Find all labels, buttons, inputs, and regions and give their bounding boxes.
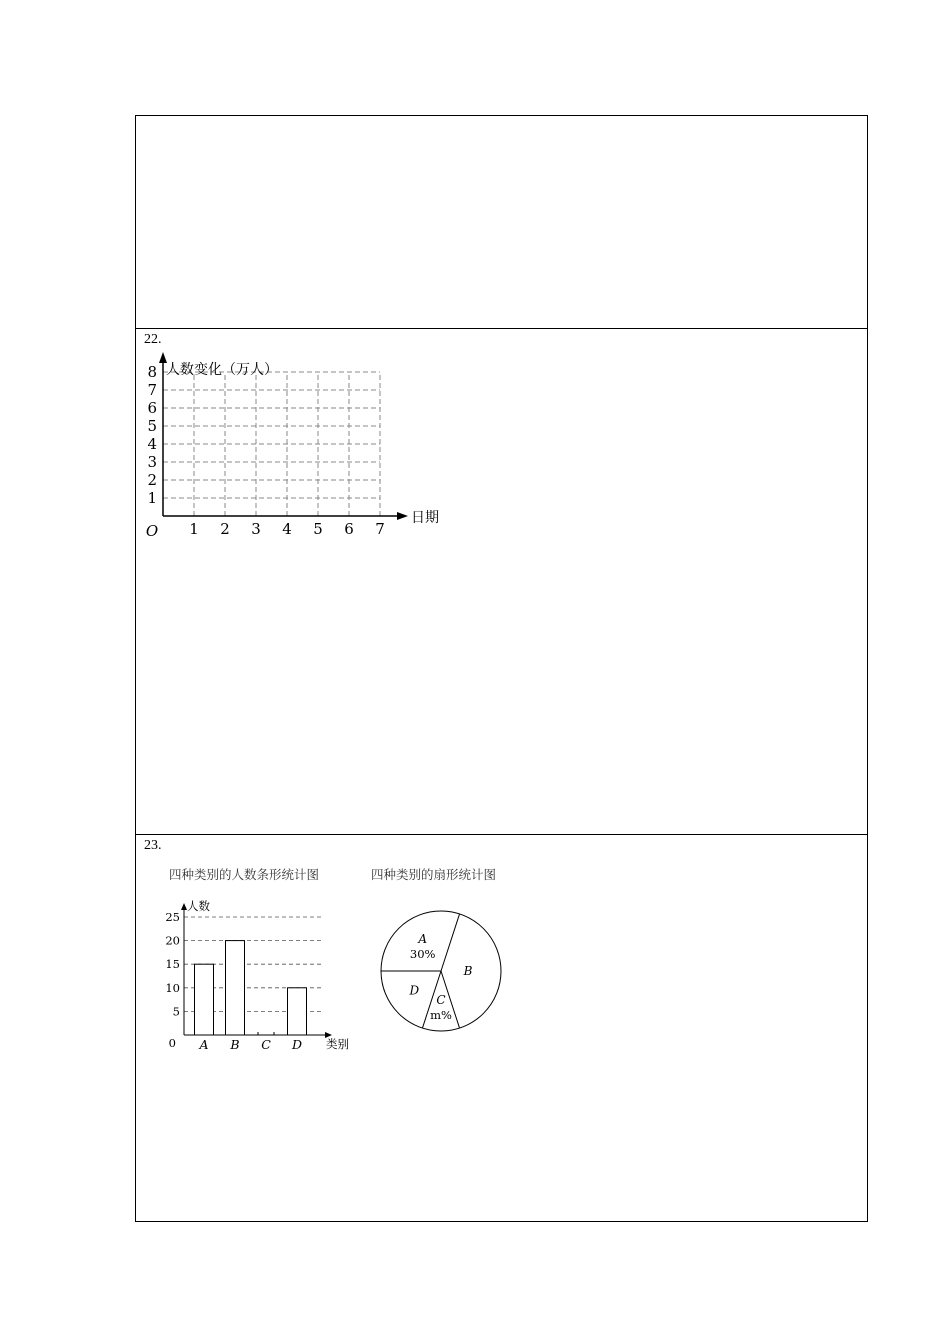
- x-tick-label: 6: [344, 520, 354, 538]
- category-label: C: [261, 1037, 271, 1052]
- x-tick-label: 2: [220, 520, 230, 538]
- y-tick-label: 6: [147, 399, 157, 417]
- y-tick-label: 7: [147, 381, 157, 399]
- y-tick-label: 15: [165, 957, 180, 972]
- y-tick-label: 3: [147, 453, 157, 471]
- x-axis-label: 类别: [326, 1037, 349, 1051]
- category-label: B: [230, 1037, 240, 1052]
- y-tick-label: 4: [147, 435, 157, 453]
- answer-cell-23: [136, 835, 867, 1221]
- x-tick-label: 7: [375, 520, 385, 538]
- y-axis-label: 人数: [187, 899, 210, 913]
- x-tick-label: 4: [282, 520, 292, 538]
- x-tick-label: 1: [189, 520, 199, 538]
- bar-B: [226, 941, 245, 1035]
- coordinate-grid-22: [136, 349, 456, 569]
- question-number-22: 22.: [144, 332, 162, 347]
- slice-label-C: C: [436, 993, 446, 1007]
- y-tick-label: 1: [147, 489, 157, 507]
- answer-cell-22: [136, 329, 867, 835]
- bar-A: [195, 964, 214, 1035]
- y-tick-label: 2: [147, 471, 157, 489]
- slice-label-D: D: [409, 983, 420, 998]
- x-axis-label: 日期: [411, 510, 439, 526]
- slice-value-C: m%: [430, 1008, 452, 1022]
- bar-chart-title: 四种类别的人数条形统计图: [169, 867, 320, 882]
- bar-D: [288, 988, 307, 1035]
- pie-chart-title: 四种类别的扇形统计图: [371, 867, 497, 882]
- y-tick-label: 10: [165, 980, 180, 995]
- x-tick-label: 5: [313, 520, 323, 538]
- y-tick-label: 5: [172, 1004, 180, 1019]
- y-tick-label: 20: [165, 933, 180, 948]
- y-tick-label: 5: [147, 417, 157, 435]
- y-tick-label: 0: [168, 1036, 176, 1050]
- y-axis-label: 人数变化（万人）: [166, 362, 278, 378]
- bar-chart-23: [156, 865, 366, 1060]
- x-axis-arrow: [397, 512, 408, 520]
- pie-chart-23: [361, 865, 521, 1055]
- origin-label: O: [145, 522, 159, 540]
- answer-sheet-table: [135, 115, 868, 1222]
- y-tick-label: 8: [147, 363, 157, 381]
- answer-cell-21: [136, 116, 867, 329]
- y-tick-label: 25: [165, 910, 180, 924]
- question-number-23: 23.: [144, 838, 162, 853]
- slice-value-A: 30%: [409, 946, 436, 961]
- category-label: A: [199, 1037, 209, 1052]
- slice-label-A: A: [418, 931, 427, 946]
- slice-label-B: B: [463, 964, 473, 978]
- category-label: D: [291, 1037, 303, 1052]
- x-tick-label: 3: [251, 520, 261, 538]
